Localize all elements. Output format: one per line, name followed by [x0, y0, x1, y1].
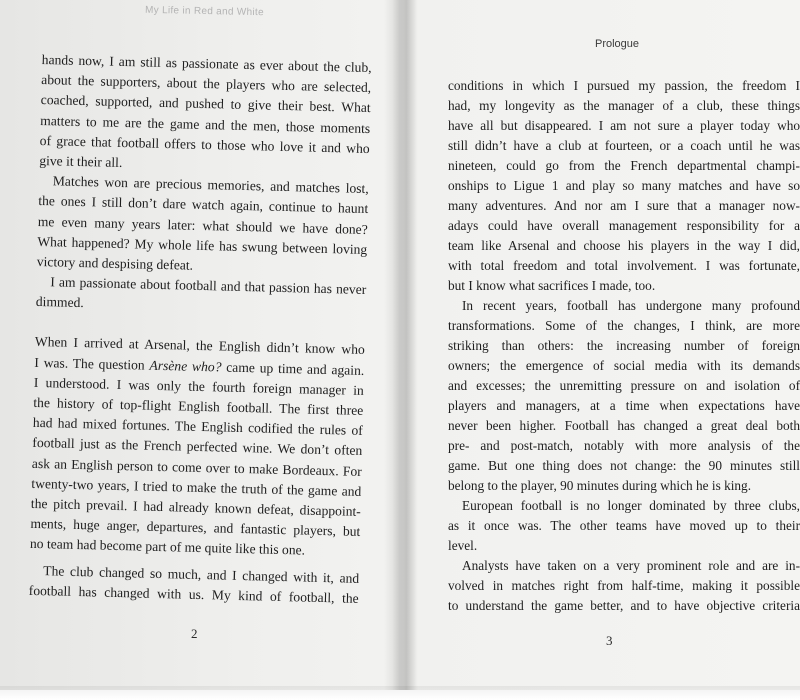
text-line: had, my longevity as the manager of a club, these things — [448, 98, 800, 113]
text-line: conditions in which I pursued my passion, the freedom I — [448, 78, 800, 93]
text-line: transformations. Some of the changes, I think, are more — [448, 318, 800, 333]
text-line: never been higher. Football has changed a great deal both — [448, 418, 800, 433]
text-line: hands now, I am still as passionate as ever about the club, — [41, 51, 372, 76]
text-line: about the supporters, about the players who are selected, — [41, 72, 372, 96]
text-fragment: I was. The question — [34, 354, 150, 373]
text-line: adays could have overall management responsibility for a — [448, 218, 800, 233]
text-line: volved in matches right from half-time, making it possible — [448, 578, 800, 593]
text-line: The club changed so much, and I changed with it, and — [43, 562, 360, 586]
text-line: to understand the game better, and to have objective criteria — [448, 598, 800, 613]
left-page-text — [29, 50, 372, 609]
text-line: and excesses; the unremitting pressure on and isolation of — [448, 378, 800, 393]
text-line: I am passionate about football and that passion has never — [50, 274, 367, 298]
text-line: European football is no longer dominated by three clubs, — [462, 498, 800, 513]
text-line: Analysts have taken on a very prominent role and are in- — [462, 558, 800, 573]
text-line: belong to the player, 90 minutes during which he is king. — [448, 478, 752, 493]
text-line: but I know what sacrifices I made, too. — [448, 278, 656, 293]
text-line: twenty-two years, I tried to make the truth of the game and — [31, 475, 362, 499]
text-line: pre- and post-match, notably with more analysis of the — [448, 438, 800, 453]
left-page — [0, 0, 396, 690]
text-line: football just as the French perfected wine. We don’t often — [32, 435, 363, 459]
text-line: nineteen, could go from the French departmental champi- — [448, 158, 800, 173]
text-line: with total freedom and total involvement. I was fortunate, — [448, 258, 800, 273]
text-line: the pitch prevail. I had already known defeat, disappoint- — [30, 495, 362, 519]
text-line: football has changed with us. My kind of football, the — [28, 582, 359, 606]
text-line: me even many years later: what should we have done? — [37, 213, 368, 237]
text-line: had had mixed fortunes. The English codified the rules of — [32, 415, 363, 439]
page-number-left: 2 — [191, 626, 198, 641]
running-head-left: My Life in Red and White — [144, 4, 265, 19]
text-line: onships to Ligue 1 and play so many matches and have so — [448, 178, 800, 193]
text-line: game. But one thing does not change: the 90 minutes still — [448, 458, 800, 473]
right-page — [420, 0, 800, 690]
text-line: the ones I still don’t dare watch again, continue to haunt — [38, 193, 369, 217]
text-line: level. — [448, 538, 478, 553]
text-line: as it once was. The other teams have moved up to their — [448, 518, 800, 533]
text-line: have all but disappeared. I am not sure a player today who — [448, 118, 800, 133]
text-line: give it their all. — [39, 152, 123, 170]
text-line: many adventures. And nor am I sure that a manager now- — [448, 198, 800, 213]
right-page-text — [448, 76, 800, 616]
text-line: ask an English person to come over to make Bordeaux. For — [31, 455, 362, 479]
text-line: owners; the emergence of social media with its demands — [448, 358, 800, 373]
text-line: What happened? My whole life has swung between loving — [37, 233, 368, 257]
text-line: striking than others: the increasing number of foreign — [448, 338, 800, 353]
emphasized-phrase: Arsène who? — [149, 357, 222, 375]
text-line: the history of top-flight English football. The first three — [33, 394, 364, 418]
text-line: victory and despising defeat. — [36, 253, 194, 273]
text-line: still didn’t have a club at fourteen, or a coach until he was — [448, 138, 800, 153]
page-number-right: 3 — [606, 633, 613, 648]
text-line: In recent years, football has undergone many profound — [462, 298, 800, 313]
running-head-right: Prologue — [595, 38, 640, 50]
text-fragment: came up time and again. — [221, 359, 365, 378]
text-line: When I arrived at Arsenal, the English didn’t know who — [34, 334, 365, 358]
text-line: matters to me are the game and the men, those moments — [40, 112, 371, 136]
text-line: ments, huge anger, departures, and fantastic players, but — [30, 515, 361, 540]
text-line: no team had become part of me quite like this one. — [29, 536, 306, 558]
text-line: dimmed. — [35, 294, 84, 311]
page-edge-shadow — [0, 686, 800, 700]
text-line: players and managers, at a time when expectations have — [448, 398, 800, 413]
text-line: Matches won are precious memories, and matches lost, — [52, 173, 369, 197]
text-line: coached, supported, and pushed to give their best. What — [40, 92, 371, 116]
text-line: of grace that football offers to those who love it and who — [39, 132, 370, 156]
text-line: team like Arsenal and choose his players in the way I did, — [448, 238, 800, 253]
text-line: I understood. I was only the fourth foreign manager in — [33, 374, 364, 398]
